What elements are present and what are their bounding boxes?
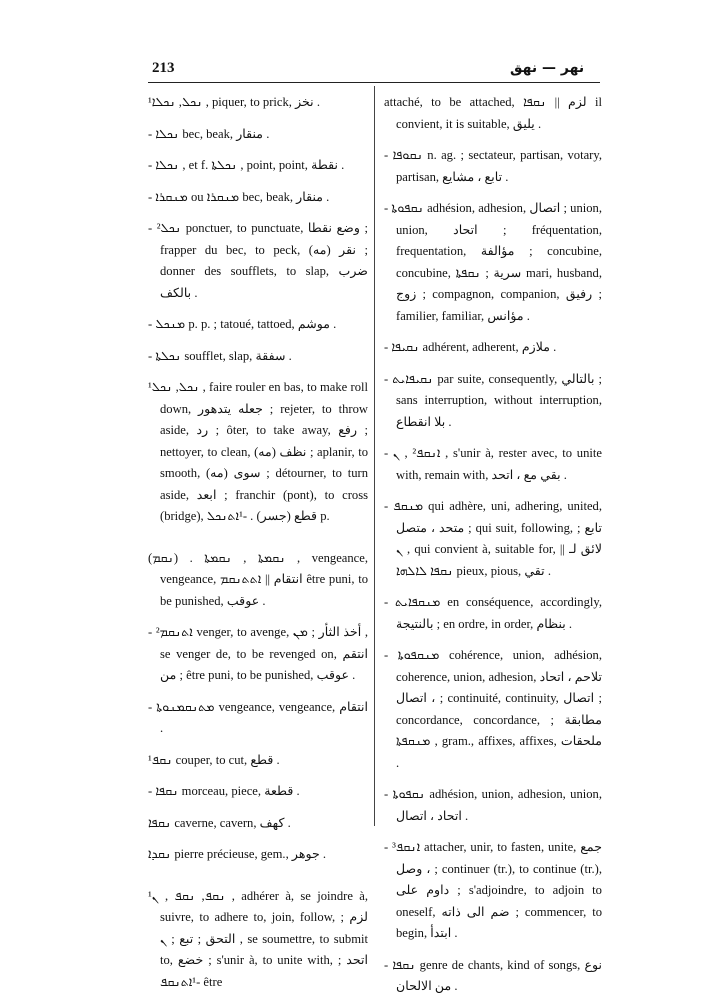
dictionary-entry: ܢܩܕܐ pierre précieuse, gem., جوهر . xyxy=(148,847,327,861)
dictionary-entry: - ܐܢܩܦ² , ܢ , s'unir à, rester avec, to unite with, remain with, بقي مع ، اتحد . xyxy=(384,446,602,482)
left-column xyxy=(148,92,368,1003)
dictionary-entry: ¹ܢܩܦ, ܢܩܦ , ܢ , adhérer à, se joindre à, suivre, to adhere to, join, follow, لزم ; التحق ; تبع ; ܢ , se soumettre, to submit to, خضع ; s'unir à, to unite with, اتحد ; -¹ܐܬܢܩܦ être xyxy=(148,888,368,989)
dictionary-entry: - ܐܢܩܦ³ attacher, unir, to fasten, unite, جمع ، وصل ; continuer (tr.), to continue (tr.), داوم على ; s'adjoindre, to adjoin to oneself, ضم الى ذاته ; commencer, to begin, ابتدأ . xyxy=(384,840,602,940)
page-number: 213 xyxy=(152,60,175,76)
dictionary-entry: - ܢܟܠܐ , et f. ܢܟܠܬܐ , point, point, نقطة . xyxy=(148,158,345,172)
dictionary-entry: ¹ܢܟܠ, ܢܟܠܐ , piquer, to prick, نخز . xyxy=(148,95,320,109)
column-divider xyxy=(374,86,375,826)
dictionary-entry: ¹ܢܟܠ, ܢܟܠ , faire rouler en bas, to make roll down, جعله يتدهور ; rejeter, to throw aside, رد ; ôter, to take away, رفع ; nettoyer, to clean, نظف (مه) ; aplanir, to smooth, سوى (مه) ; détourner, to turn aside, ابعد ; franchir (pont), to cross (bridge), قطع (جسر) . -¹ܐܬܢܟܠ p. xyxy=(148,380,368,523)
dictionary-entry: - ܢܩܦܘܬܐ adhésion, adhesion, اتصال ; union, union, اتحاد ; fréquentation, frequentation, مؤالفة ; concubine, concubine, سرية ; ܢܩܦܬܐ mari, husband, زوج ; compagnon, companion, رفيق ; familier, familiar, مؤانس . xyxy=(384,201,603,323)
dictionary-entry: - ܡܢܩܦ qui adhère, uni, adhering, united, متحد ، متصل ; qui suit, following, تابع ; ܢ , qui convient à, suitable for, لائق لـ || ܢܩܦܐ ܠܐܠܗܐ pieux, pious, تقي . xyxy=(384,499,603,578)
dictionary-entry: - ܡܢܩܪܐ ou ܡܢܩܪܐ bec, beak, منقار . xyxy=(148,189,330,204)
dictionary-entry: (ܢܩܡ) . ܢܩܡܬܐ , ܢܩܡܬܐ , vengeance, vengeance, انتقام || ܐܬܬܢܩܡ être puni, to be punished, عوقب . xyxy=(148,550,369,608)
dictionary-entry: - ܡܢܩܦܐܝܬ en conséquence, accordingly, بالنتيجة ; en ordre, in order, بنظام . xyxy=(384,595,603,631)
dictionary-entry: - ܢܩܝܦܐ adhérent, adherent, ملازم . xyxy=(384,340,557,354)
dictionary-entry: - ܢܟܠܐ bec, beak, منقار . xyxy=(148,126,270,141)
dictionary-entry: ¹ܢܩܦ couper, to cut, قطع . xyxy=(148,752,280,767)
right-column xyxy=(384,92,602,1008)
dictionary-entry: - ܢܩܦܐ genre de chants, kind of songs, نوع من الالحان . xyxy=(384,957,602,993)
dictionary-entry: - ܢܩܦܐ morceau, piece, قطعة . xyxy=(148,784,300,798)
dictionary-entry: - ܡܢܟܠ p. p. ; tatoué, tattoed, موشم . xyxy=(148,317,337,331)
dictionary-entry: - ܡܢܩܦܘܬܐ cohérence, union, adhésion, coherence, union, adhesion, تلاحم ، اتحاد ، اتصال ; continuité, continuity, اتصال ; concordance, concordance, مطابقة ; ܡܢܩܦܬܐ , gram., affixes, affixes, ملحقات . xyxy=(384,648,602,770)
dictionary-entry: - ܢܟܠ² ponctuer, to punctuate, وضع نقطا ; frapper du bec, to peck, نقر (مه) ; donner des soufflets, to slap, ضرب بالكف . xyxy=(148,221,369,300)
dictionary-entry: - ܢܩܦܘܬܐ adhésion, union, adhesion, union, اتحاد ، اتصال . xyxy=(384,787,602,823)
dictionary-entry: - ܐܬܢܩܡ² venger, to avenge, أخذ الثأر ; ܡܢ , se venger de, to be revenged on, انتقم من ; être puni, to be punished, عوقب . xyxy=(148,625,369,682)
dictionary-entry: - ܢܩܘܦܐ n. ag. ; sectateur, partisan, votary, partisan, تابع ، مشايع . xyxy=(384,148,602,184)
dictionary-entry: ܢܩܦܐ caverne, cavern, كهف . xyxy=(148,815,291,830)
dictionary-entry: - ܢܩܝܦܐܝܬ par suite, consequently, بالتالي ; sans interruption, without interruption, بلا انقطاع . xyxy=(384,371,603,429)
dictionary-entry: - ܡܬܢܩܡܢܘܬܐ vengeance, vengeance, انتقام . xyxy=(148,699,369,735)
running-head: نهر — نهق xyxy=(510,60,585,76)
header-rule xyxy=(148,82,600,83)
dictionary-entry: attaché, to be attached, لزم || ܢܩܦܐ il convient, it is suitable, يليق . xyxy=(384,95,602,131)
dictionary-entry: - ܢܟܠܬܐ soufflet, slap, سفقة . xyxy=(148,348,292,363)
